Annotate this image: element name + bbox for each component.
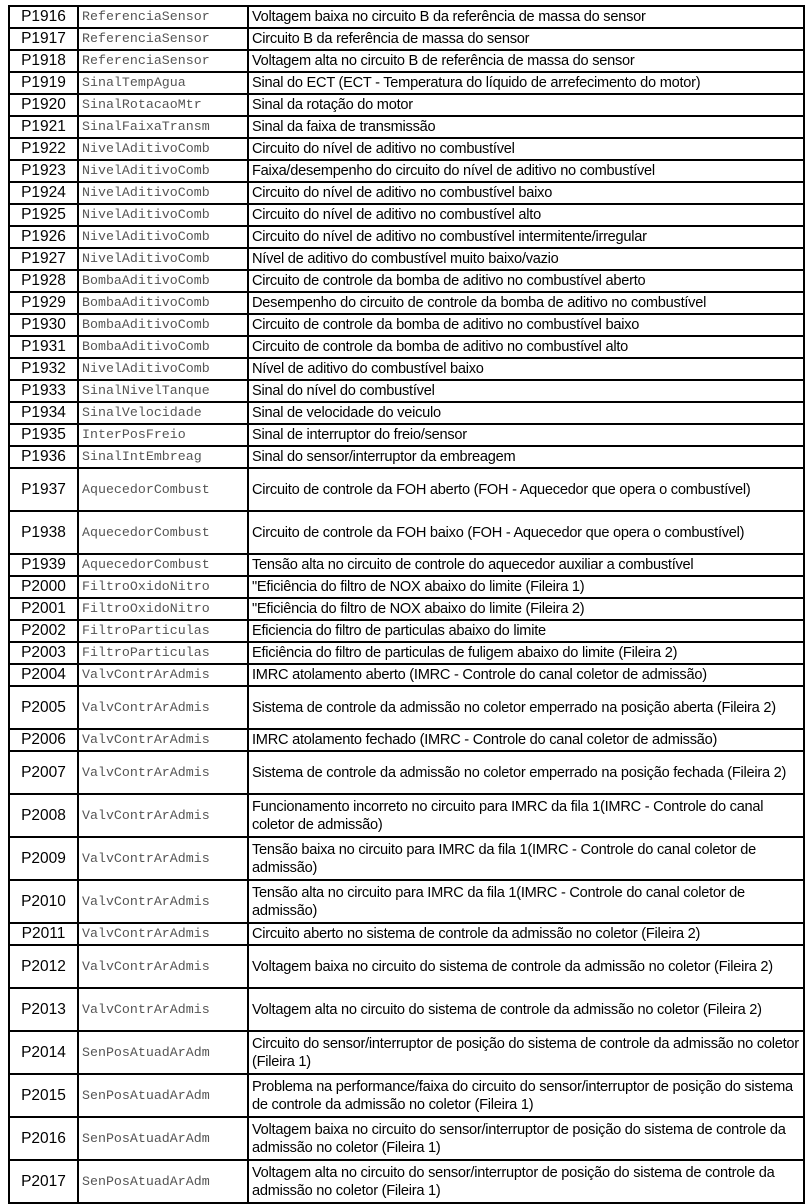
dtc-code-cell: P1935	[9, 424, 78, 446]
table-row	[9, 554, 804, 576]
sensor-name-cell: FiltroOxidoNitro	[78, 598, 248, 620]
table-row	[9, 380, 804, 402]
description-cell: Sistema de controle da admissão no coletor emperrado na posição aberta (Fileira 2)	[248, 686, 804, 729]
sensor-name-cell: NivelAditivoComb	[78, 226, 248, 248]
description-cell: Sinal de interruptor do freio/sensor	[248, 424, 804, 446]
sensor-name-cell: NivelAditivoComb	[78, 248, 248, 270]
table-row	[9, 28, 804, 50]
description-cell: Sinal da faixa de transmissão	[248, 116, 804, 138]
sensor-name-cell: SinalTempAgua	[78, 72, 248, 94]
table-row	[9, 1074, 804, 1117]
sensor-name-cell: ReferenciaSensor	[78, 50, 248, 72]
table-row	[9, 751, 804, 794]
table-row	[9, 270, 804, 292]
description-cell: Sinal do sensor/interruptor da embreagem	[248, 446, 804, 468]
table-row	[9, 880, 804, 923]
sensor-name-cell: ValvContrArAdmis	[78, 837, 248, 880]
table-row	[9, 576, 804, 598]
sensor-name-cell: NivelAditivoComb	[78, 182, 248, 204]
sensor-name-cell: SenPosAtuadArAdm	[78, 1160, 248, 1203]
sensor-name-cell: ValvContrArAdmis	[78, 729, 248, 751]
description-cell: Voltagem alta no circuito B de referência de massa do sensor	[248, 50, 804, 72]
sensor-name-cell: NivelAditivoComb	[78, 358, 248, 380]
dtc-code-cell: P1928	[9, 270, 78, 292]
dtc-code-cell: P1932	[9, 358, 78, 380]
dtc-code-cell: P1930	[9, 314, 78, 336]
dtc-code-cell: P1937	[9, 468, 78, 511]
description-cell: Tensão alta no circuito para IMRC da fila 1(IMRC - Controle do canal coletor de admissão)	[248, 880, 804, 923]
sensor-name-cell: AquecedorCombust	[78, 511, 248, 554]
sensor-name-cell: SenPosAtuadArAdm	[78, 1031, 248, 1074]
description-cell: Circuito do nível de aditivo no combustível	[248, 138, 804, 160]
dtc-code-cell: P1934	[9, 402, 78, 424]
table-row	[9, 598, 804, 620]
description-cell: Sistema de controle da admissão no coletor emperrado na posição fechada (Fileira 2)	[248, 751, 804, 794]
description-cell: Voltagem baixa no circuito B da referência de massa do sensor	[248, 6, 804, 28]
dtc-code-cell: P2015	[9, 1074, 78, 1117]
table-row	[9, 6, 804, 28]
sensor-name-cell: SinalVelocidade	[78, 402, 248, 424]
description-cell: "Eficiência do filtro de NOX abaixo do limite (Fileira 1)	[248, 576, 804, 598]
sensor-name-cell: BombaAditivoComb	[78, 270, 248, 292]
dtc-code-cell: P2006	[9, 729, 78, 751]
description-cell: Circuito do nível de aditivo no combustível alto	[248, 204, 804, 226]
table-row	[9, 446, 804, 468]
table-row	[9, 923, 804, 945]
dtc-code-cell: P1919	[9, 72, 78, 94]
table-row	[9, 1160, 804, 1203]
description-cell: Funcionamento incorreto no circuito para IMRC da fila 1(IMRC - Controle do canal coletor de admissão)	[248, 794, 804, 837]
dtc-code-cell: P2013	[9, 988, 78, 1031]
dtc-table	[8, 5, 805, 1204]
table-row	[9, 50, 804, 72]
dtc-code-cell: P1926	[9, 226, 78, 248]
dtc-code-cell: P2012	[9, 945, 78, 988]
table-row	[9, 138, 804, 160]
sensor-name-cell: ValvContrArAdmis	[78, 794, 248, 837]
sensor-name-cell: ValvContrArAdmis	[78, 945, 248, 988]
description-cell: Circuito de controle da bomba de aditivo no combustível baixo	[248, 314, 804, 336]
dtc-code-cell: P2003	[9, 642, 78, 664]
sensor-name-cell: NivelAditivoComb	[78, 160, 248, 182]
table-row	[9, 94, 804, 116]
sensor-name-cell: FiltroParticulas	[78, 642, 248, 664]
description-cell: Circuito B da referência de massa do sensor	[248, 28, 804, 50]
dtc-code-cell: P1918	[9, 50, 78, 72]
sensor-name-cell: BombaAditivoComb	[78, 336, 248, 358]
dtc-code-cell: P1924	[9, 182, 78, 204]
table-row	[9, 336, 804, 358]
sensor-name-cell: ValvContrArAdmis	[78, 880, 248, 923]
table-row	[9, 988, 804, 1031]
table-row	[9, 292, 804, 314]
description-cell: Nível de aditivo do combustível muito baixo/vazio	[248, 248, 804, 270]
dtc-code-cell: P1936	[9, 446, 78, 468]
sensor-name-cell: ValvContrArAdmis	[78, 664, 248, 686]
sensor-name-cell: NivelAditivoComb	[78, 204, 248, 226]
sensor-name-cell: SenPosAtuadArAdm	[78, 1074, 248, 1117]
dtc-code-cell: P2010	[9, 880, 78, 923]
description-cell: IMRC atolamento aberto (IMRC - Controle do canal coletor de admissão)	[248, 664, 804, 686]
dtc-code-cell: P1931	[9, 336, 78, 358]
table-row	[9, 226, 804, 248]
sensor-name-cell: InterPosFreio	[78, 424, 248, 446]
table-row	[9, 204, 804, 226]
description-cell: Sinal do nível do combustível	[248, 380, 804, 402]
dtc-code-cell: P1925	[9, 204, 78, 226]
sensor-name-cell: SinalFaixaTransm	[78, 116, 248, 138]
table-row	[9, 642, 804, 664]
dtc-code-cell: P1933	[9, 380, 78, 402]
description-cell: Desempenho do circuito de controle da bomba de aditivo no combustível	[248, 292, 804, 314]
dtc-code-cell: P1929	[9, 292, 78, 314]
table-row	[9, 511, 804, 554]
table-row	[9, 794, 804, 837]
dtc-code-cell: P2005	[9, 686, 78, 729]
sensor-name-cell: SinalRotacaoMtr	[78, 94, 248, 116]
description-cell: "Eficiência do filtro de NOX abaixo do limite (Fileira 2)	[248, 598, 804, 620]
table-row	[9, 116, 804, 138]
sensor-name-cell: AquecedorCombust	[78, 554, 248, 576]
table-row	[9, 620, 804, 642]
description-cell: Eficiencia do filtro de particulas abaixo do limite	[248, 620, 804, 642]
dtc-code-cell: P1927	[9, 248, 78, 270]
table-row	[9, 945, 804, 988]
table-row	[9, 468, 804, 511]
dtc-code-cell: P1916	[9, 6, 78, 28]
table-row	[9, 160, 804, 182]
sensor-name-cell: ValvContrArAdmis	[78, 751, 248, 794]
description-cell: Circuito do sensor/interruptor de posição do sistema de controle da admissão no coletor (Fileira 1)	[248, 1031, 804, 1074]
table-row	[9, 837, 804, 880]
description-cell: Problema na performance/faixa do circuito do sensor/interruptor de posição do sistema de controle da admissão no coletor (Fileira 1)	[248, 1074, 804, 1117]
dtc-code-cell: P2000	[9, 576, 78, 598]
dtc-code-cell: P2009	[9, 837, 78, 880]
description-cell: Tensão baixa no circuito para IMRC da fila 1(IMRC - Controle do canal coletor de admissão)	[248, 837, 804, 880]
dtc-code-cell: P2016	[9, 1117, 78, 1160]
description-cell: Circuito de controle da bomba de aditivo no combustível alto	[248, 336, 804, 358]
dtc-code-cell: P1938	[9, 511, 78, 554]
description-cell: Eficiência do filtro de particulas de fuligem abaixo do limite (Fileira 2)	[248, 642, 804, 664]
sensor-name-cell: ValvContrArAdmis	[78, 988, 248, 1031]
dtc-code-cell: P1922	[9, 138, 78, 160]
description-cell: Tensão alta no circuito de controle do aquecedor auxiliar a combustível	[248, 554, 804, 576]
table-row	[9, 729, 804, 751]
description-cell: Circuito de controle da FOH aberto (FOH - Aquecedor que opera o combustível)	[248, 468, 804, 511]
dtc-code-cell: P2008	[9, 794, 78, 837]
dtc-code-cell: P2011	[9, 923, 78, 945]
description-cell: Sinal de velocidade do veiculo	[248, 402, 804, 424]
dtc-code-cell: P1921	[9, 116, 78, 138]
sensor-name-cell: NivelAditivoComb	[78, 138, 248, 160]
table-row	[9, 402, 804, 424]
description-cell: Voltagem baixa no circuito do sistema de controle da admissão no coletor (Fileira 2)	[248, 945, 804, 988]
table-row	[9, 72, 804, 94]
sensor-name-cell: FiltroOxidoNitro	[78, 576, 248, 598]
sensor-name-cell: SinalIntEmbreag	[78, 446, 248, 468]
sensor-name-cell: AquecedorCombust	[78, 468, 248, 511]
sensor-name-cell: ReferenciaSensor	[78, 28, 248, 50]
description-cell: Circuito do nível de aditivo no combustível intermitente/irregular	[248, 226, 804, 248]
dtc-code-cell: P1920	[9, 94, 78, 116]
description-cell: Faixa/desempenho do circuito do nível de aditivo no combustível	[248, 160, 804, 182]
sensor-name-cell: SinalNivelTanque	[78, 380, 248, 402]
sensor-name-cell: ReferenciaSensor	[78, 6, 248, 28]
description-cell: Circuito de controle da FOH baixo (FOH - Aquecedor que opera o combustível)	[248, 511, 804, 554]
dtc-code-cell: P1939	[9, 554, 78, 576]
description-cell: Nível de aditivo do combustível baixo	[248, 358, 804, 380]
dtc-code-cell: P2007	[9, 751, 78, 794]
description-cell: Sinal do ECT (ECT - Temperatura do líquido de arrefecimento do motor)	[248, 72, 804, 94]
dtc-code-cell: P2017	[9, 1160, 78, 1203]
dtc-table-body	[9, 6, 804, 1203]
sensor-name-cell: BombaAditivoComb	[78, 314, 248, 336]
sensor-name-cell: FiltroParticulas	[78, 620, 248, 642]
description-cell: Sinal da rotação do motor	[248, 94, 804, 116]
sensor-name-cell: ValvContrArAdmis	[78, 686, 248, 729]
dtc-code-cell: P2014	[9, 1031, 78, 1074]
table-row	[9, 686, 804, 729]
description-cell: IMRC atolamento fechado (IMRC - Controle do canal coletor de admissão)	[248, 729, 804, 751]
dtc-code-cell: P2002	[9, 620, 78, 642]
table-row	[9, 248, 804, 270]
description-cell: Circuito de controle da bomba de aditivo no combustível aberto	[248, 270, 804, 292]
sensor-name-cell: BombaAditivoComb	[78, 292, 248, 314]
description-cell: Circuito aberto no sistema de controle da admissão no coletor (Fileira 2)	[248, 923, 804, 945]
sensor-name-cell: SenPosAtuadArAdm	[78, 1117, 248, 1160]
description-cell: Voltagem alta no circuito do sensor/interruptor de posição do sistema de controle da admissão no coletor (Fileira 1)	[248, 1160, 804, 1203]
table-row	[9, 664, 804, 686]
dtc-code-cell: P2001	[9, 598, 78, 620]
table-row	[9, 182, 804, 204]
dtc-code-cell: P2004	[9, 664, 78, 686]
description-cell: Voltagem alta no circuito do sistema de controle da admissão no coletor (Fileira 2)	[248, 988, 804, 1031]
sensor-name-cell: ValvContrArAdmis	[78, 923, 248, 945]
table-row	[9, 1117, 804, 1160]
dtc-code-cell: P1917	[9, 28, 78, 50]
description-cell: Circuito do nível de aditivo no combustível baixo	[248, 182, 804, 204]
table-row	[9, 1031, 804, 1074]
table-row	[9, 358, 804, 380]
table-row	[9, 424, 804, 446]
dtc-code-cell: P1923	[9, 160, 78, 182]
description-cell: Voltagem baixa no circuito do sensor/interruptor de posição do sistema de controle da admissão no coletor (Fileira 1)	[248, 1117, 804, 1160]
table-row	[9, 314, 804, 336]
